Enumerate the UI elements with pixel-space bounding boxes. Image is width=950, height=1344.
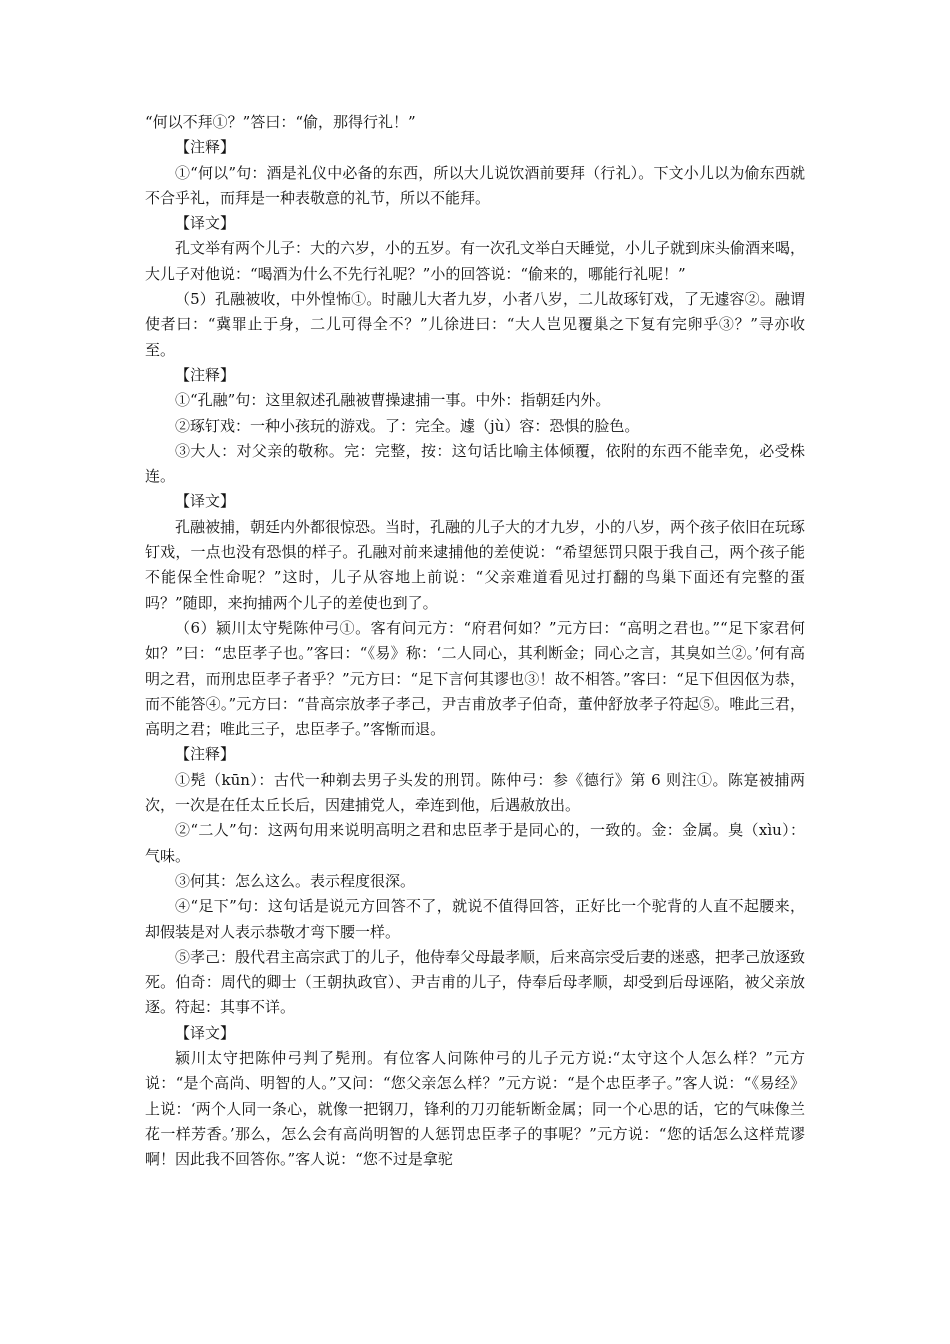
translation-paragraph: 孔文举有两个儿子：大的六岁，小的五岁。有一次孔文举白天睡觉，小儿子就到床头偷酒来喝，大儿子对他说：“喝酒为什么不先行礼呢？”小的回答说：“偷来的，哪能行礼呢！”: [145, 239, 806, 283]
section-heading-translation: 【译文】: [175, 492, 236, 511]
translation-paragraph: 孔融被捕，朝廷内外都很惊恐。当时，孔融的儿子大的才九岁，小的八岁，两个孩子依旧在玩琢钉戏，一点也没有恐惧的样子。孔融对前来逮捕他的差使说：“希望惩罚只限于我自己，两个孩子能不能保全性命呢？”这时，儿子从容地上前说：“父亲难道看见过打翻的鸟巢下面还有完整的蛋吗？”随即，来拘捕两个儿子的差使也到了。: [145, 517, 806, 612]
paragraph-continuation: “何以不拜①？”答曰：“偷，那得行礼！”: [145, 113, 416, 131]
section-heading-notes: 【注释】: [175, 138, 236, 157]
note-paragraph: ④“足下”句：这句话是说元方回答不了，就说不值得回答，正好比一个驼背的人直不起腰来，却假装是对人表示恭敬才弯下腰一样。: [145, 897, 805, 941]
section-heading-translation: 【译文】: [175, 214, 236, 233]
note-paragraph: ①“孔融”句：这里叙述孔融被曹操逮捕一事。中外：指朝廷内外。: [175, 391, 611, 410]
note-paragraph: ②“二人”句：这两句用来说明高明之君和忠臣孝于是同心的，一致的。金：金属。臭（xìu）：气味。: [145, 821, 805, 865]
source-passage-5: （5）孔融被收，中外惶怖①。时融儿大者九岁，小者八岁，二儿故琢钉戏，了无遽容②。融谓使者曰：“冀罪止于身，二儿可得全不？”儿徐进曰：“大人岂见覆巢之下复有完卵乎③？”寻亦收至。: [145, 290, 805, 359]
section-heading-notes: 【注释】: [175, 745, 236, 764]
section-heading-notes: 【注释】: [175, 365, 236, 384]
document-page: [145, 110, 805, 1172]
source-passage-6: （6）颍川太守髡陈仲弓①。客有问元方：“府君何如？”元方曰：“高明之君也。”“足下家君何如？”曰：“忠臣孝子也。”客曰：“《易》称：‘二人同心，其利断金；同心之言，其臭如兰②。’何有高明之君，而刑忠臣孝子者乎？”元方曰：“足下言何其谬也③！故不相答。”客曰：“足下但因伛为恭，而不能答④。”元方曰：“昔高宗放孝子孝己，尹吉甫放孝子伯奇，董仲舒放孝子符起⑤。唯此三君，高明之君；唯此三子，忠臣孝子。”客惭而退。: [145, 618, 805, 739]
translation-paragraph: 颍川太守把陈仲弓判了髡刑。有位客人问陈仲弓的儿子元方说:“太守这个人怎么样？”元方说：“是个高尚、明智的人。”又问：“您父亲怎么样？”元方说：“是个忠臣孝子。”客人说：“《易经》上说：‘两个人同一条心，就像一把钢刀，锋利的刀刃能斩断金属；同一个心思的话，它的气味像兰花一样芳香。’那么，怎么会有高尚明智的人惩罚忠臣孝子的事呢？”元方说：“您的话怎么这样荒谬啊！因此我不回答你。”客人说：“您不过是拿驼: [145, 1048, 805, 1169]
note-paragraph: ⑤孝己：殷代君主高宗武丁的儿子，他侍奉父母最孝顺，后来高宗受后妻的迷惑，把孝己放逐致死。伯奇：周代的卿士（王朝执政官）、尹吉甫的儿子，侍奉后母孝顺，却受到后母诬陷，被父亲放逐。符起：其事不详。: [145, 947, 806, 1017]
note-paragraph: ③大人：对父亲的敬称。完：完整，按：这句话比喻主体倾覆，依附的东西不能幸免，必受株连。: [145, 441, 805, 486]
note-paragraph: ③何其：怎么这么。表示程度很深。: [175, 871, 416, 890]
note-paragraph: ①“何以”句：酒是礼仪中必备的东西，所以大儿说饮酒前要拜（行礼）。下文小儿以为偷东西就不合乎礼，而拜是一种表敬意的礼节，所以不能拜。: [145, 163, 805, 207]
note-paragraph: ①髡（kūn）：古代一种剃去男子头发的刑罚。陈仲弓：参《德行》第 6 则注①。陈寔被捕两次，一次是在任太丘长后，因建捕党人，牵连到他，后遇赦放出。: [145, 770, 805, 815]
section-heading-translation: 【译文】: [175, 1023, 236, 1042]
note-paragraph: ②琢钉戏：一种小孩玩的游戏。了：完全。遽（jù）容：恐惧的脸色。: [175, 416, 640, 435]
